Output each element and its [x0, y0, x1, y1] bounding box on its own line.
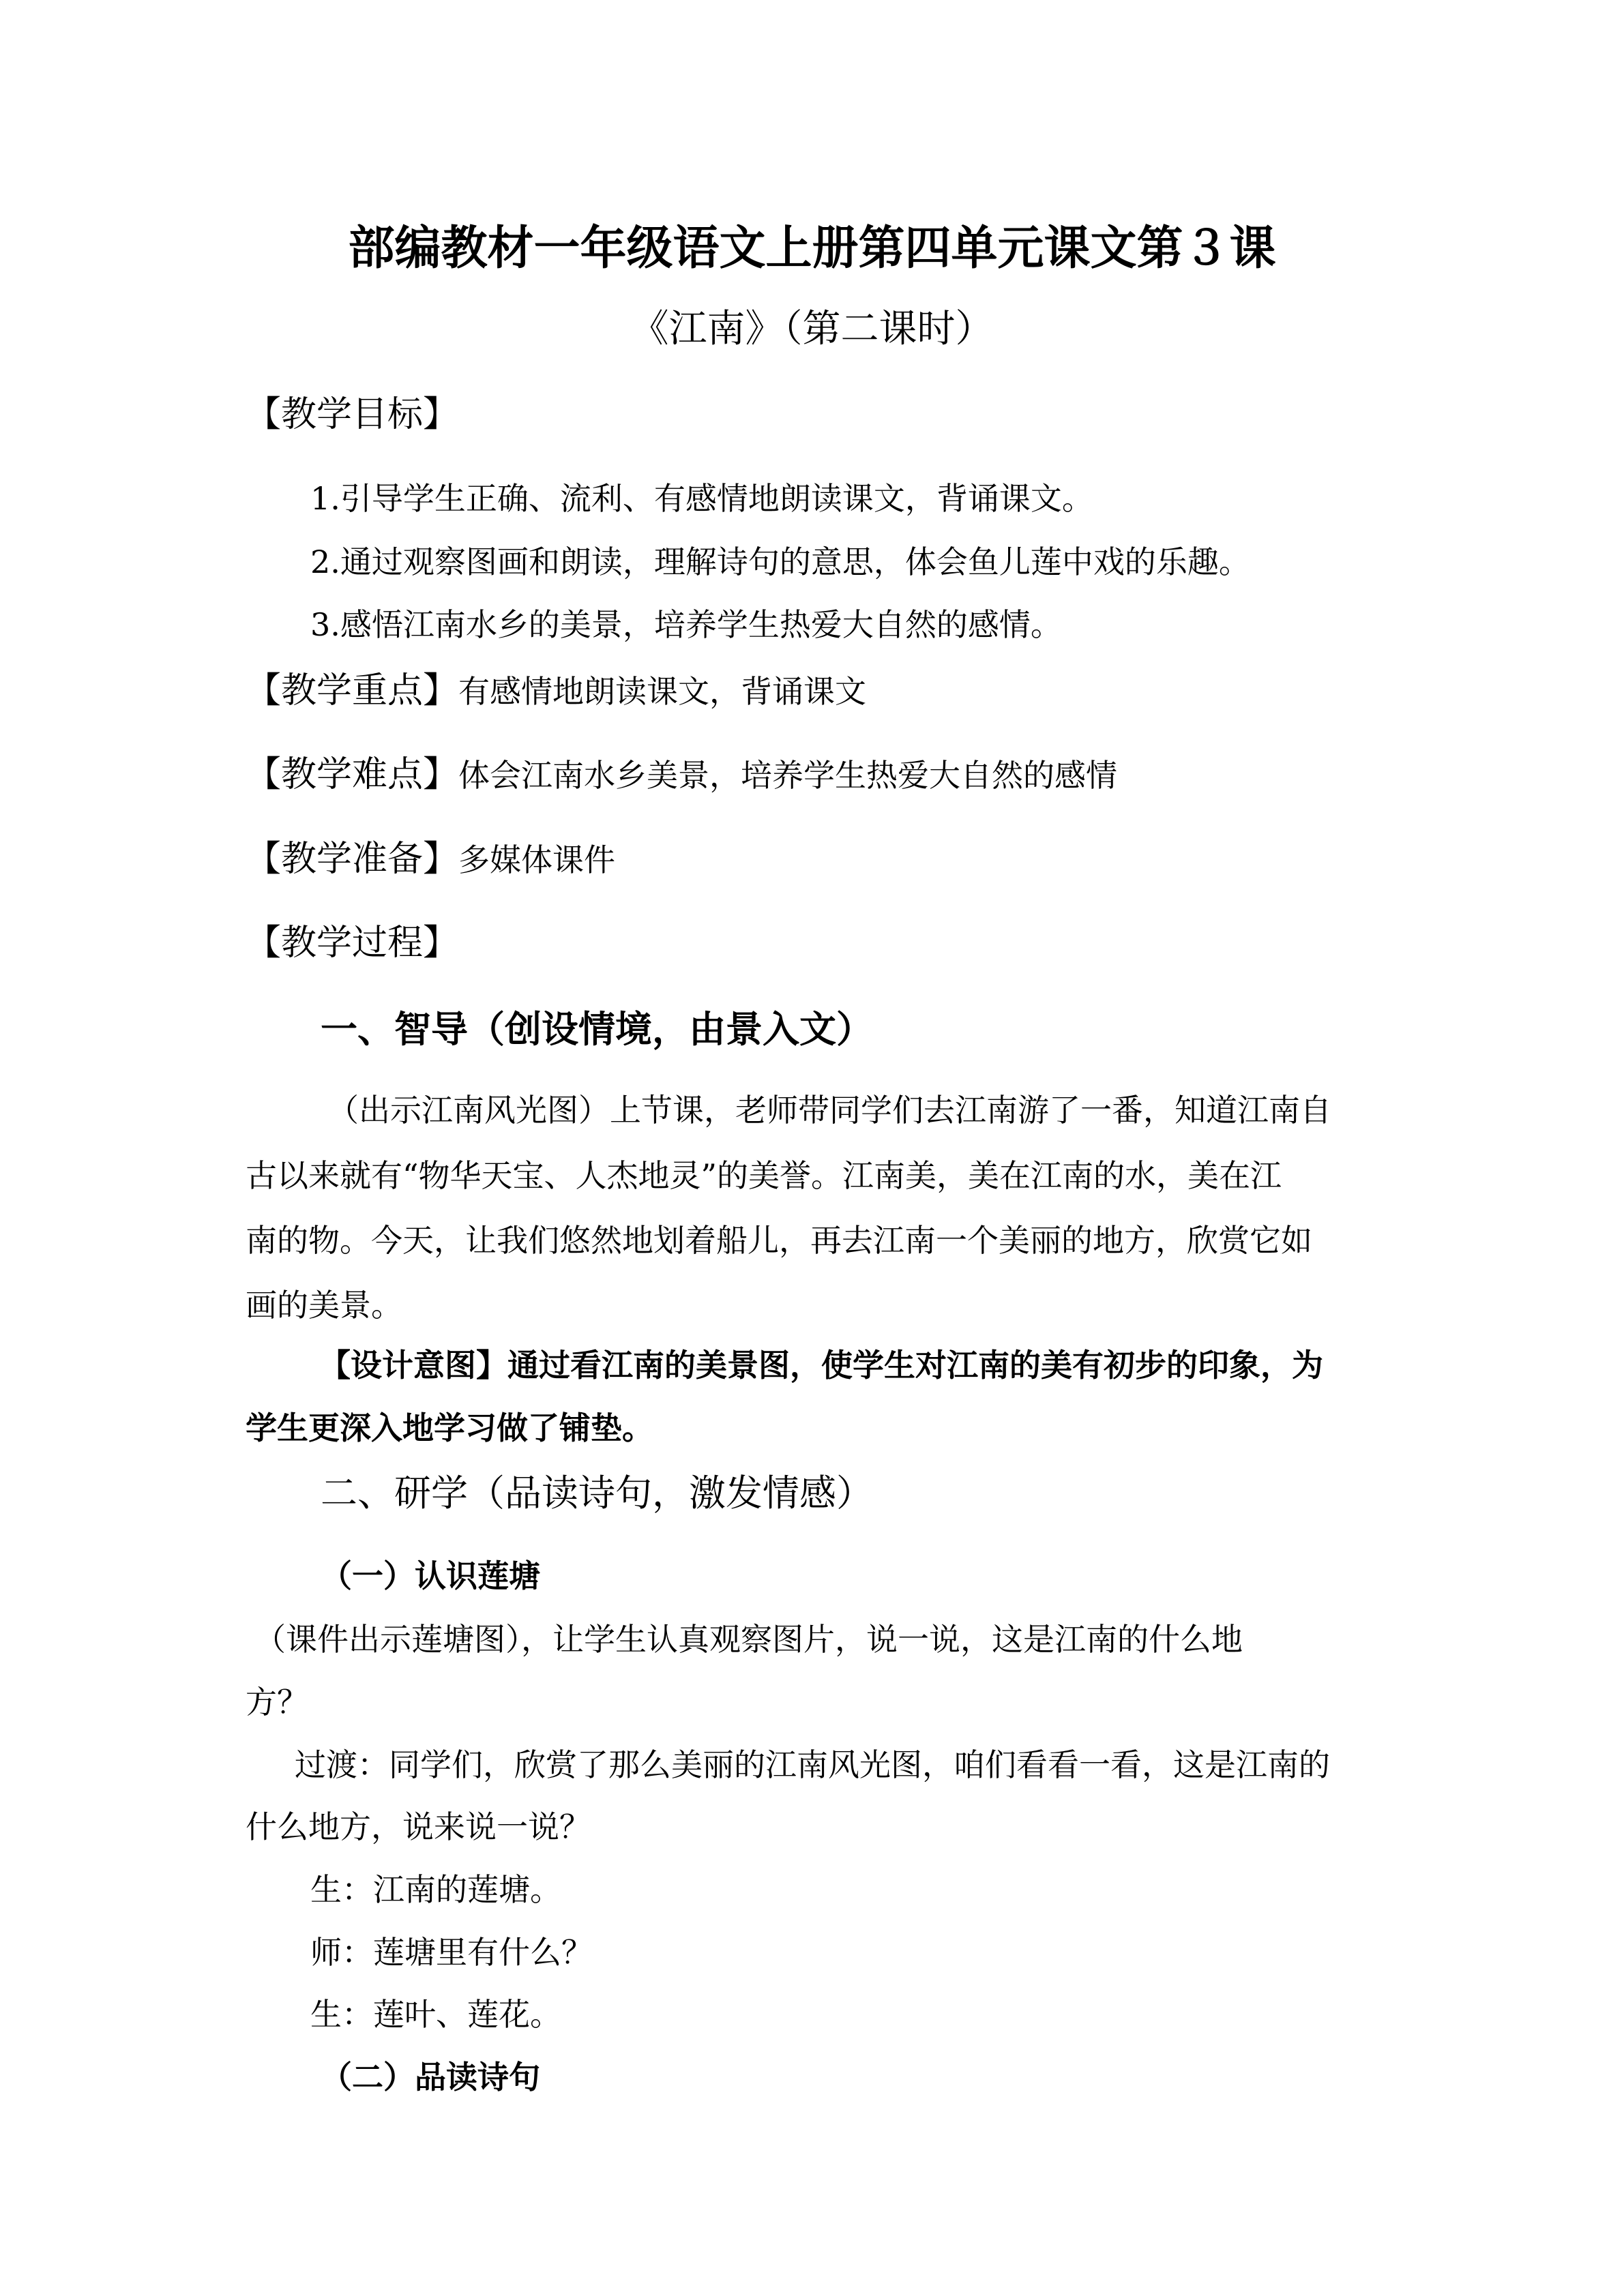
dialogue-line: 生：江南的莲塘。	[310, 1871, 561, 1908]
process-heading: 【教学过程】	[246, 923, 459, 964]
dialogue-line: 师：莲塘里有什么？	[310, 1934, 593, 1971]
sub1-line: 方？	[246, 1684, 308, 1720]
design-intent-line: 【设计意图】通过看江南的美景图，使学生对江南的美有初步的印象，为	[319, 1347, 1323, 1384]
objective-item: 2.通过观察图画和朗读，理解诗句的意思，体会鱼儿莲中戏的乐趣。	[310, 543, 1250, 580]
objectives-heading: 【教学目标】	[246, 394, 459, 435]
difficulties-row	[246, 745, 1117, 796]
section1-paragraph-line: 南的物。今天，让我们悠然地划着船儿，再去江南一个美丽的地方，欣赏它如	[246, 1222, 1312, 1259]
sub1-line: 什么地方，说来说一说？	[246, 1808, 591, 1845]
document-subtitle: 《江南》（第二课时）	[630, 307, 994, 351]
key-points-row	[246, 661, 866, 713]
objective-item: 3.感悟江南水乡的美景，培养学生热爱大自然的感情。	[310, 606, 1062, 643]
preparation-row	[246, 830, 615, 881]
section2-heading: 二、研学（品读诗句，激发情感）	[321, 1472, 873, 1515]
document-title: 部编教材一年级语文上册第四单元课文第３课	[348, 222, 1276, 275]
section1-paragraph-line: （出示江南风光图）上节课，老师带同学们去江南游了一番，知道江南自	[327, 1092, 1331, 1129]
preparation-text: 多媒体课件	[458, 841, 616, 878]
section1-paragraph-line: 画的美景。	[246, 1287, 402, 1324]
sub1-heading: （一）认识莲塘	[321, 1557, 540, 1594]
key-points-label: 【教学重点】	[246, 670, 459, 711]
difficulties-text: 体会江南水乡美景，培养学生热爱大自然的感情	[458, 757, 1118, 794]
objective-item: 1.引导学生正确、流利、有感情地朗读课文，背诵课文。	[310, 480, 1093, 517]
sub1-line: （课件出示莲塘图），让学生认真观察图片，说一说，这是江南的什么地	[254, 1621, 1243, 1658]
key-points-text: 有感情地朗读课文，背诵课文	[458, 673, 867, 710]
section1-paragraph-line: 古以来就有“物华天宝、人杰地灵”的美誉。江南美，美在江南的水，美在江	[246, 1157, 1282, 1194]
preparation-label: 【教学准备】	[246, 839, 459, 880]
difficulties-label: 【教学难点】	[246, 754, 459, 795]
sub2-heading: （二）品读诗句	[321, 2059, 540, 2096]
section1-heading: 一、智导（创设情境，由景入文）	[321, 1008, 873, 1051]
design-intent-line: 学生更深入地学习做了铺垫。	[246, 1410, 653, 1446]
dialogue-line: 生：莲叶、莲花。	[310, 1996, 561, 2033]
sub1-line: 过渡：同学们，欣赏了那么美丽的江南风光图，咱们看看一看，这是江南的	[295, 1746, 1330, 1783]
